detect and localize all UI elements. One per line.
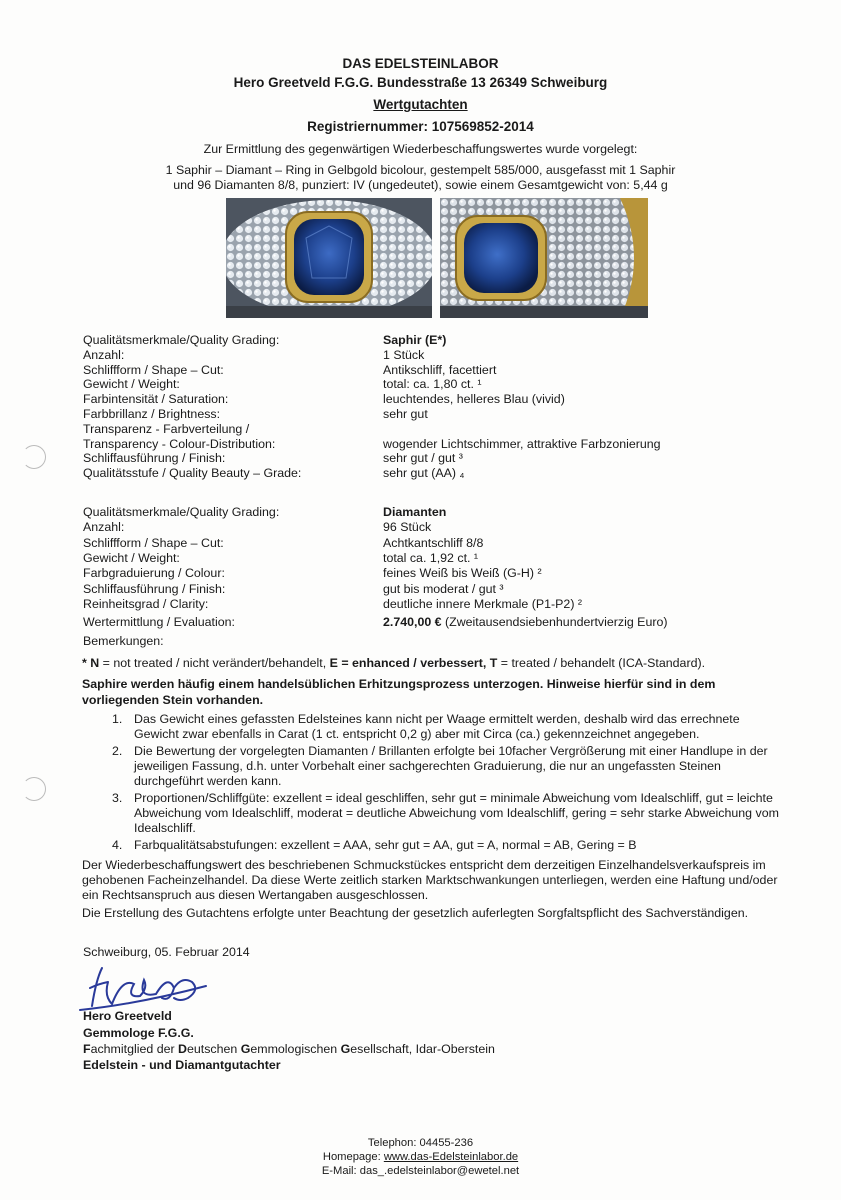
grading-label: Qualitätsstufe / Quality Beauty – Grade: xyxy=(83,466,302,481)
item-desc-2: und 96 Diamanten 8/8, punziert: IV (ungedeutet), sowie einem Gesamtgewicht von: 5,44 g xyxy=(173,178,668,192)
signer-title: Gemmologe F.G.G. xyxy=(83,1026,194,1040)
lab-name: DAS EDELSTEINLABOR xyxy=(342,56,499,71)
member-text: emmologischen xyxy=(250,1042,341,1056)
homepage-label: Homepage: xyxy=(322,1151,384,1163)
note-text: Das Gewicht eines gefassten Edelsteines kann nicht per Waage ermittelt werden, deshalb wird das errechnete Gewicht zwar ebenfalls in Carat (1 ct. entspricht 0,2 g) aber mit Circa (ca.) gekennzeichnet angegeben. xyxy=(134,712,740,741)
member-initial: F xyxy=(83,1042,91,1056)
note-num: 2. xyxy=(112,744,123,758)
homepage-link[interactable]: www.das-Edelsteinlabor.de xyxy=(383,1151,519,1163)
grading-value: feines Weiß bis Weiß (G-H) ² xyxy=(383,566,542,581)
diligence-paragraph: Die Erstellung des Gutachtens erfolgte unter Beachtung der gesetzlich auferlegten Sorgfaltspflicht des Sachverständigen. xyxy=(82,906,749,920)
grading-label: Anzahl: xyxy=(83,347,125,362)
member-text: esellschaft, Idar-Oberstein xyxy=(350,1042,495,1056)
grading-label: Schliffform / Shape – Cut: xyxy=(83,535,224,550)
intro-text: Zur Ermittlung des gegenwärtigen Wiederbeschaffungswertes wurde vorgelegt: xyxy=(203,142,638,156)
grading-label: Schliffform / Shape – Cut: xyxy=(83,362,224,377)
grading-value: sehr gut / gut ³ xyxy=(383,451,463,466)
grading-label: Farbgraduierung / Colour: xyxy=(83,566,225,581)
grading-value: total: ca. 1,80 ct. ¹ xyxy=(383,377,482,392)
note-num: 3. xyxy=(112,791,123,805)
remarks-label: Bemerkungen: xyxy=(83,634,164,648)
signer-name: Hero Greetveld xyxy=(83,1009,172,1023)
member-text: achmitglied der xyxy=(90,1042,179,1056)
signer-role: Edelstein - und Diamantgutachter xyxy=(83,1058,281,1072)
note-num: 4. xyxy=(112,838,123,852)
punch-hole-top xyxy=(22,445,46,469)
grading-label: Qualitätsmerkmale/Quality Grading: xyxy=(83,505,280,519)
grading-label: Gewicht / Weight: xyxy=(83,550,180,565)
place-date: Schweiburg, 05. Februar 2014 xyxy=(83,945,250,959)
member-initial: G xyxy=(240,1042,251,1056)
evaluation-label: Wertermittlung / Evaluation: xyxy=(83,615,235,629)
grading-value: Diamanten xyxy=(383,505,447,519)
footer-email[interactable]: E-Mail: das_.edelsteinlabor@ewetel.net xyxy=(321,1165,520,1177)
member-text: eutschen xyxy=(187,1042,241,1056)
grading-label: Qualitätsmerkmale/Quality Grading: xyxy=(83,333,280,347)
grading-value: leuchtendes, helleres Blau (vivid) xyxy=(383,392,565,407)
note-text: Proportionen/Schliffgüte: exzellent = ideal geschliffen, sehr gut = minimale Abweichung vom Idealschliff, gut = leichte Abweichung vom Idealschliff, moderat = deutliche Abweichung vom Idealschliff, gering = sehr starke Abweichung vom Idealschliff. xyxy=(134,791,779,835)
grading-label: Schliffausführung / Finish: xyxy=(83,451,226,466)
grading-label: Reinheitsgrad / Clarity: xyxy=(83,596,209,611)
legend-e-text: = enhanced / verbessert xyxy=(337,656,483,670)
legend-n-text: = not treated / nicht verändert/behandelt, xyxy=(99,656,330,670)
grading-value: total ca. 1,92 ct. ¹ xyxy=(383,550,479,565)
disclaimer-paragraph: Der Wiederbeschaffungswert des beschriebenen Schmuckstückes entspricht dem derzeitigen Einzelhandelsverkaufspreis im gehobenen Facheinzelhandel. Da diese Werte zeitlich starken Marktschwankungen unterliegen, werden eine Haftung und/oder ein Rechtsanspruch aus diesen Wertangaben ausgeschlossen. xyxy=(82,858,778,903)
signer-membership xyxy=(83,1042,495,1056)
evaluation-value xyxy=(383,615,667,629)
grading-value: Saphir (E*) xyxy=(383,333,447,347)
grading-value: 96 Stück xyxy=(383,520,432,535)
grading-value: sehr gut xyxy=(383,407,428,421)
legend-t-text: = treated / behandelt (ICA-Standard). xyxy=(497,656,706,670)
lab-address: Hero Greetveld F.G.G. Bundesstraße 13 26349 Schweiburg xyxy=(233,75,608,90)
evaluation-words: (Zweitausendsiebenhundertvierzig Euro) xyxy=(441,615,668,629)
punch-hole-bottom xyxy=(22,777,46,801)
grading-value: 1 Stück xyxy=(383,347,425,362)
grading-label: Anzahl: xyxy=(83,520,125,535)
legend-t-key: , T xyxy=(482,656,498,670)
grading-label: Schliffausführung / Finish: xyxy=(83,581,226,596)
note-text: Die Bewertung der vorgelegten Diamanten / Brillanten erfolgte bei 10facher Vergrößerung mit einer Handlupe in der jeweiligen Fassung, d.h. unter Vorbehalt einer sachgerechten Graduierung, die nur an ungefassten Steinen durchgeführt werden kann. xyxy=(134,744,768,788)
legend-e-key: E xyxy=(329,656,338,670)
grading-value: Antikschliff, facettiert xyxy=(383,362,497,377)
footer-phone: Telephon: 04455-236 xyxy=(367,1137,474,1149)
grading-label: Farbintensität / Saturation: xyxy=(83,392,229,407)
footer-homepage xyxy=(0,1151,841,1163)
ring-photo-angle xyxy=(440,198,648,318)
grading-value: gut bis moderat / gut ³ xyxy=(383,581,504,596)
heat-treatment-notice: Saphire werden häufig einem handelsüblichen Erhitzungsprozess unterzogen. Hinweise hierfür sind in dem vorliegenden Stein vorhanden. xyxy=(82,677,716,707)
ring-photo-front xyxy=(226,198,432,318)
note-num: 1. xyxy=(112,712,123,726)
grading-label: Transparenz - Farbverteilung / xyxy=(83,421,250,436)
grading-value: Achtkantschliff 8/8 xyxy=(383,535,484,550)
grading-value: wogender Lichtschimmer, attraktive Farbzonierung xyxy=(383,436,661,451)
note-text: Farbqualitätsabstufungen: exzellent = AAA, sehr gut = AA, gut = A, normal = AB, Gering = B xyxy=(134,838,637,852)
grading-label: Farbbrillanz / Brightness: xyxy=(83,407,221,421)
grading-value: deutliche innere Merkmale (P1-P2) ² xyxy=(383,596,583,611)
registration-number: Registriernummer: 107569852-2014 xyxy=(307,119,534,134)
member-initial: D xyxy=(178,1042,187,1056)
grading-value: sehr gut (AA) ₄ xyxy=(383,466,465,481)
grading-label: Transparency - Colour-Distribution: xyxy=(83,436,276,451)
legend-n-key: * N xyxy=(82,656,100,670)
grading-label: Gewicht / Weight: xyxy=(83,377,180,392)
doc-type: Wertgutachten xyxy=(373,97,468,112)
treatment-legend xyxy=(82,656,782,670)
evaluation-amount: 2.740,00 € xyxy=(383,615,442,629)
item-desc-1: 1 Saphir – Diamant – Ring in Gelbgold bicolour, gestempelt 585/000, ausgefasst mit 1 Saphir xyxy=(165,163,676,177)
member-initial: G xyxy=(340,1042,351,1056)
